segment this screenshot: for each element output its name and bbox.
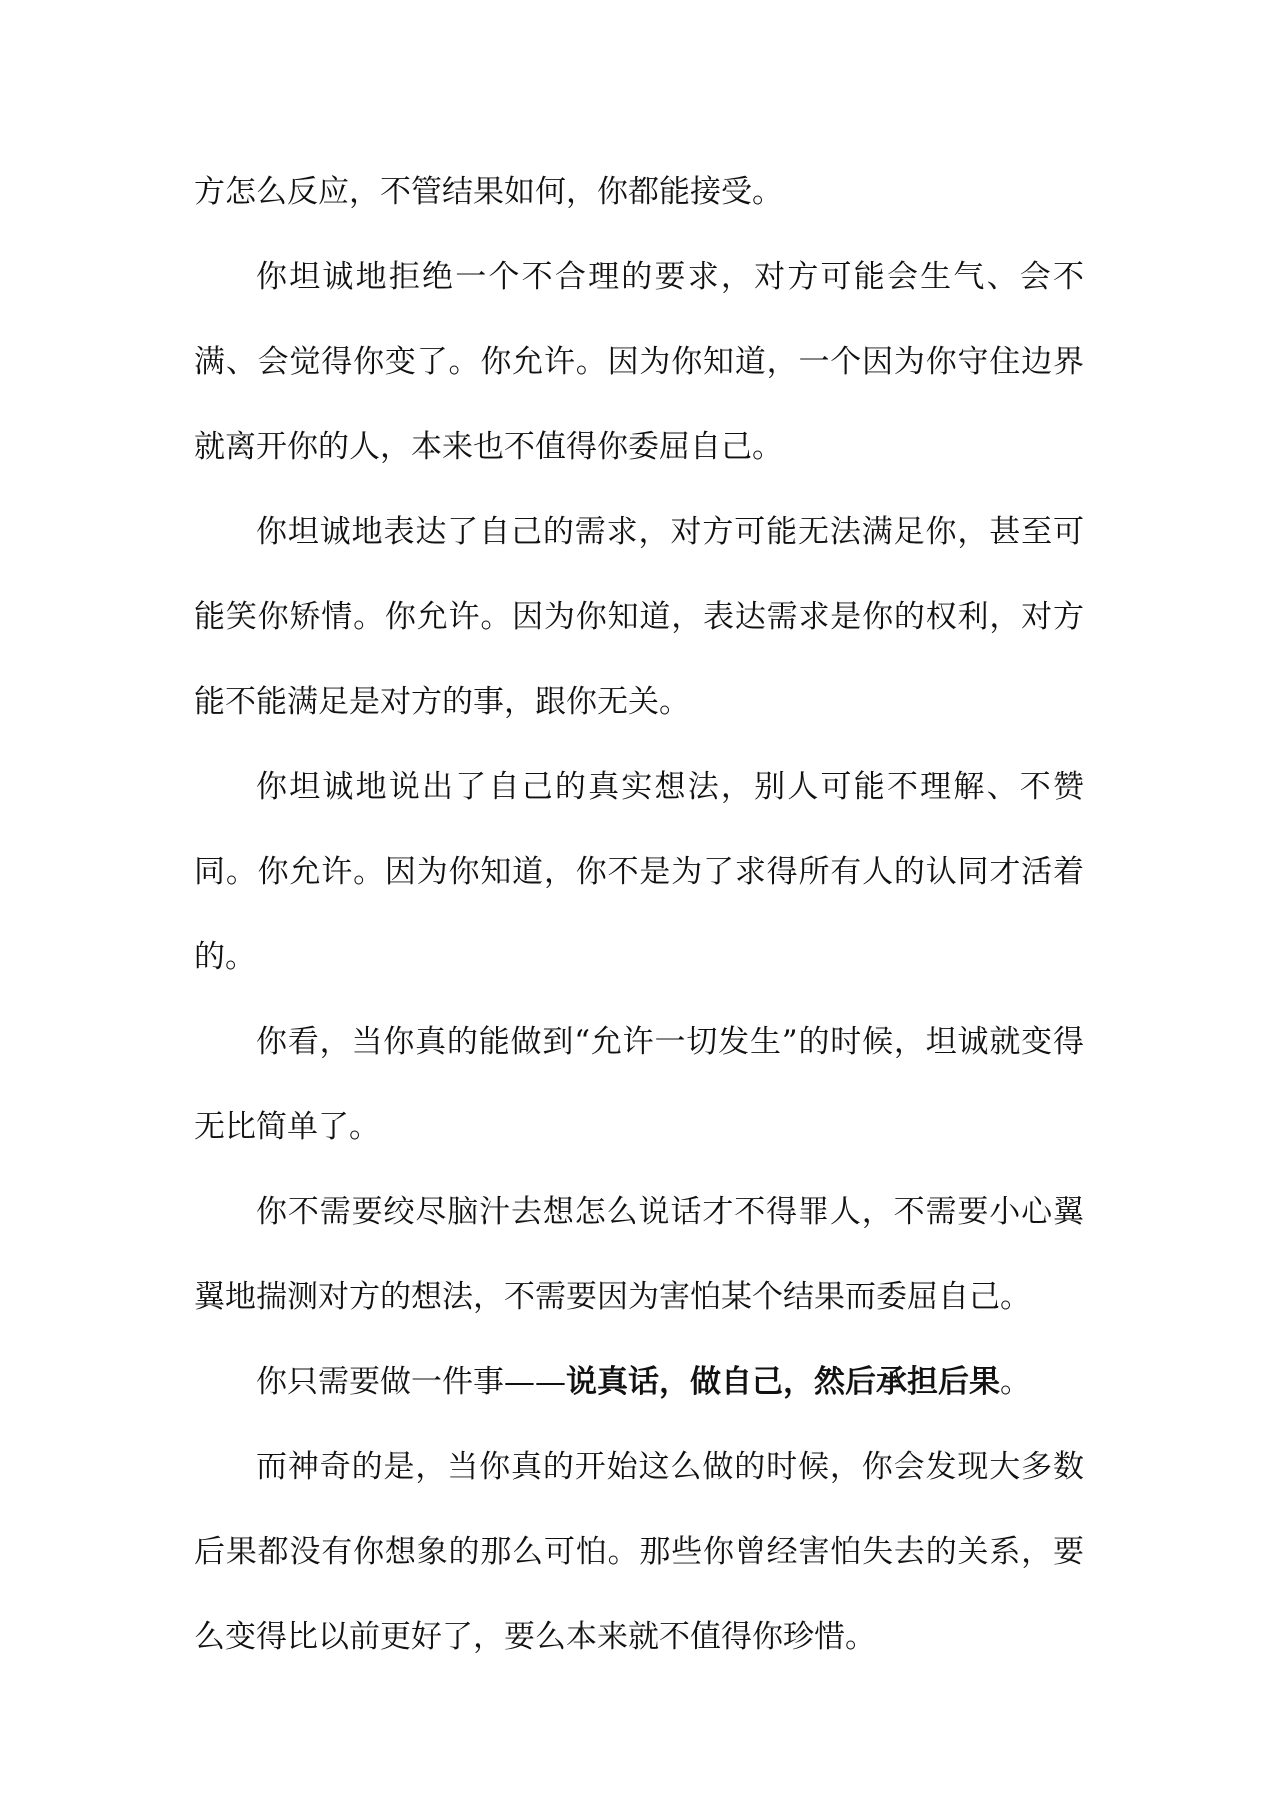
paragraph-refuse-request: 你坦诚地拒绝一个不合理的要求，对方可能会生气、会不满、会觉得你变了。你允许。因为你知道，一个因为你守住边界就离开你的人，本来也不值得你委屈自己。 — [194, 259, 1084, 465]
paragraph-no-need: 你不需要绞尽脑汁去想怎么说话才不得罪人，不需要小心翼翼地揣测对方的想法，不需要因为害怕某个结果而委屈自己。 — [194, 1194, 1084, 1315]
paragraph-true-thoughts: 你坦诚地说出了自己的真实想法，别人可能不理解、不赞同。你允许。因为你知道，你不是为了求得所有人的认同才活着的。 — [194, 769, 1084, 975]
document-page — [194, 150, 1084, 1680]
paragraph-express-needs: 你坦诚地表达了自己的需求，对方可能无法满足你，甚至可能笑你矫情。你允许。因为你知道，表达需求是你的权利，对方能不能满足是对方的事，跟你无关。 — [194, 514, 1084, 720]
paragraph-one-thing — [194, 1340, 1084, 1425]
one-thing-lead: 你只需要做一件事—— — [256, 1364, 566, 1400]
one-thing-emphasis: 说真话，做自己，然后承担后果 — [566, 1364, 1000, 1400]
paragraph-allow-everything: 你看，当你真的能做到“允许一切发生”的时候，坦诚就变得无比简单了。 — [194, 1024, 1084, 1145]
one-thing-tail: 。 — [1000, 1364, 1031, 1400]
paragraph-continuation: 方怎么反应，不管结果如何，你都能接受。 — [194, 174, 783, 210]
paragraph-consequences: 而神奇的是，当你真的开始这么做的时候，你会发现大多数后果都没有你想象的那么可怕。那些你曾经害怕失去的关系，要么变得比以前更好了，要么本来就不值得你珍惜。 — [194, 1449, 1084, 1655]
